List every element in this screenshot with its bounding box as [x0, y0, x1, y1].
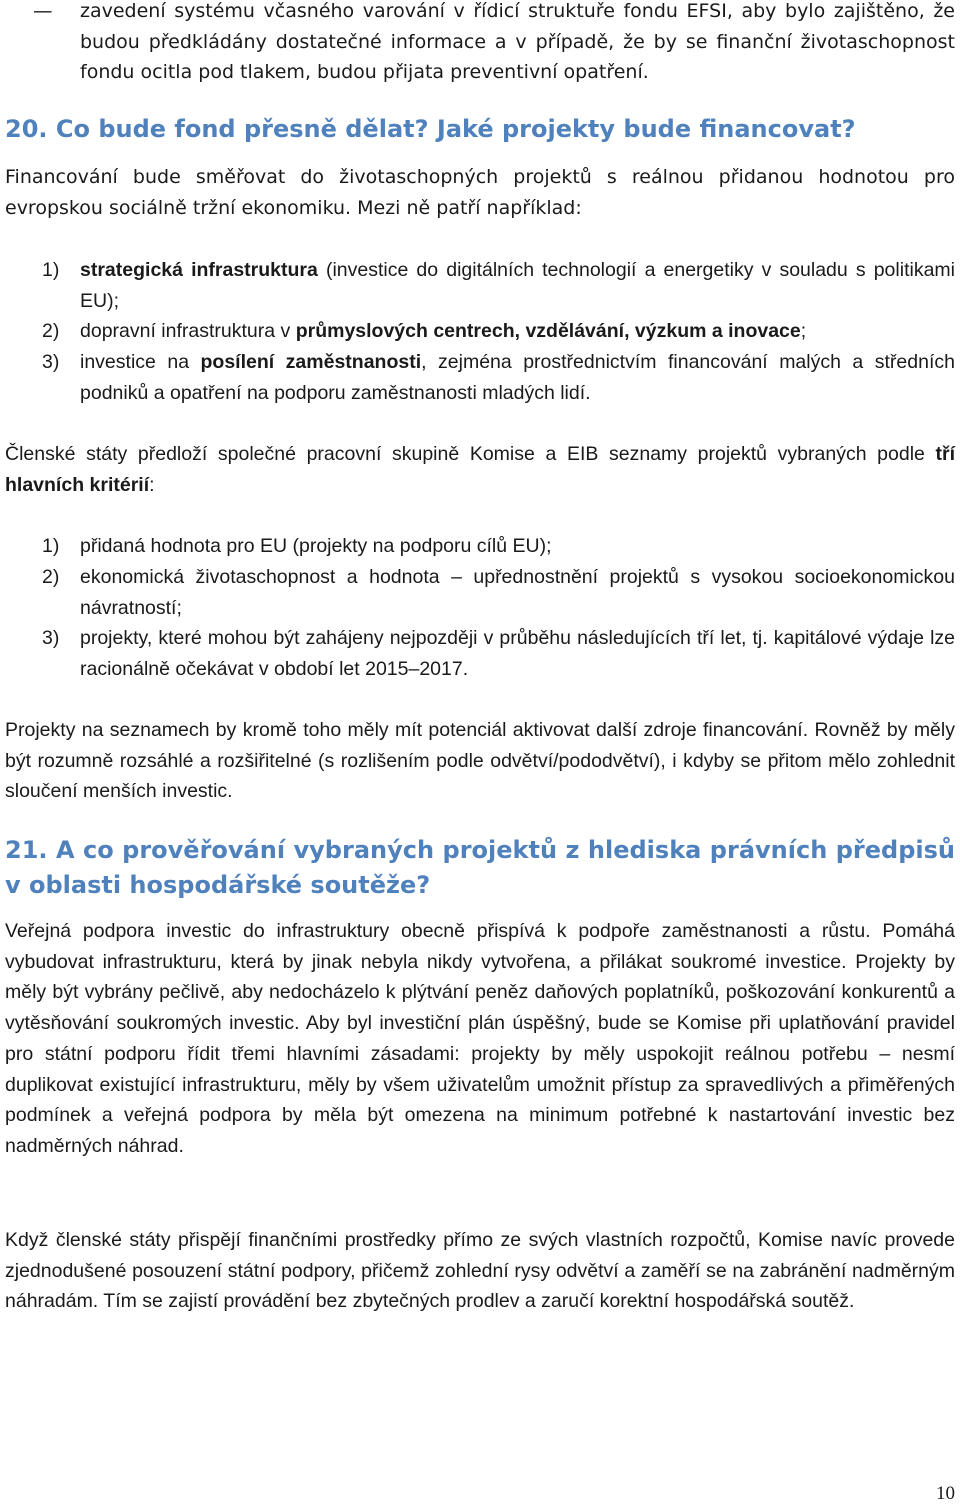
section-20-paragraph-2: Členské státy předloží společné pracovní skupině Komise a EIB seznamy projektů vybraných podle tří hlavních kritérií:	[5, 443, 955, 496]
section-20-paragraph-3: Projekty na seznamech by kromě toho měly mít potenciál aktivovat další zdroje financování. Rovněž by měly být rozumně rozsáhlé a rozšiřitelné (s rozlišením podle odvětví/pododvětví), i kdyby se přitom mělo zohlednit sloučení menších investic.	[5, 719, 955, 803]
section-20-intro-part2: Mezi ně patří například:	[351, 196, 582, 219]
bullet-dash: —	[33, 0, 53, 22]
section-20-intro	[5, 162, 955, 223]
section-21-paragraph-2: Když členské státy přispějí finančními prostředky přímo ze svých vlastních rozpočtů, Komise navíc provede zjednodušené posouzení státní podpory, přičemž zohlední rysy odvětví a zaměří se na zabránění nadměrným náhradám. Tím se zajistí provádění bez zbytečných prodlev a zaručí korektní hospodářská soutěž.	[5, 1229, 955, 1313]
section-21-paragraph-1: Veřejná podpora investic do infrastruktury obecně přispívá k podpoře zaměstnanosti a růstu. Pomáhá vybudovat infrastrukturu, která by jinak nebyla nikdy vytvořena, a přilákat soukromé investice. Projekty by měly být vybrány pečlivě, aby nedocházelo k plýtvání peněz daňových poplatníků, poškozování konkurentů a vytěsňování soukromých investic. Aby byl investiční plán úspěšný, bude se Komise při uplatňování pravidel pro státní podporu řídit třemi hlavními zásadami: projekty by měly uspokojit reálnou potřebu – nesmí duplikovat existující infrastrukturu, měly by všem uživatelům umožnit přístup za spravedlivých a přiměřených podmínek a veřejná podpora by měla být omezena na minimum potřebné k nastartování investic bez nadměrných náhrad.	[5, 920, 955, 1157]
intro-bullet-text: zavedení systému včasného varování v řídicí struktuře fondu EFSI, aby bylo zajištěno, že budou předkládány dostatečné informace a v případě, že by se finanční životaschopnost fondu ocitla pod tlakem, budou přijata preventivní opatření.	[80, 0, 955, 84]
section-20-heading: 20. Co bude fond přesně dělat? Jaké projekty bude financovat?	[5, 115, 856, 143]
page-number: 10	[936, 1483, 955, 1504]
section-21-heading: 21. A co prověřování vybraných projektů z hlediska právních předpisů v oblasti hospodářské soutěže?	[5, 836, 955, 899]
document-page: — zavedení systému včasného varování v řídicí struktuře fondu EFSI, aby bylo zajištěno, že budou předkládány dostatečné informace a v případě, že by se finanční životaschopnost fondu ocitla pod tlakem, budou přijata preventivní opatření. 20. Co bude fond přesně dělat? Jaké projekty bude financovat? Financování bude směřovat do životaschopných projektů s reálnou přidanou hodnotou pro evropskou sociálně tržní ekonomiku. Mezi ně patří například: 1) strategická infrastruktura (investice do digitálních technologií a energetiky v souladu s politikami EU); 2) dopravní infrastruktura v průmyslových centrech, vzdělávání, výzkum a inovace; 3) investice na posílení zaměstnanosti, zejména prostřednictvím financování malých a středních podniků a opatření na podporu zaměstnanosti mladých lidí. Členské státy předloží společné pracovní skupině Komise a EIB seznamy projektů vybraných podle tří hlavních kritérií: 1) přidaná hodnota pro EU (projekty na podporu cílů EU); 2) ekonomická životaschopnost a hodnota – upřednostnění projektů s vysokou socioekonomickou návratností; 3) projekty, které mohou být zahájeny nejpozději v průběhu následujících tří let, tj. kapitálové výdaje lze racionálně očekávat v období let 2015–2017. Projekty na seznamech by kromě toho měly mít potenciál aktivovat další zdroje financování. Rovněž by měly být rozumně rozsáhlé a rozšiřitelné (s rozlišením podle odvětví/pododvětví), i kdyby se přitom mělo zohlednit sloučení menších investic. 21. A co prověřování vybraných projektů z hlediska právních předpisů v oblasti hospodářské soutěže? Veřejná podpora investic do infrastruktury obecně přispívá k podpoře zaměstnanosti a růstu. Pomáhá vybudovat infrastrukturu, která by jinak nebyla nikdy vytvořena, a přilákat soukromé investice. Projekty by měly být vybrány pečlivě, aby nedocházelo k plýtvání peněz daňových poplatníků, poškozování konkurentů a vytěsňování soukromých investic. Aby byl investiční plán úspěšný, bude se Komise při uplatňování pravidel pro státní podporu řídit třemi hlavními zásadami: projekty by měly uspokojit reálnou potřebu – nesmí duplikovat existující infrastrukturu, měly by všem uživatelům umožnit přístup za spravedlivých a přiměřených podmínek a veřejná podpora by měla být omezena na minimum potřebné k nastartování investic bez nadměrných náhrad. Když členské státy přispějí finančními prostředky přímo ze svých vlastních rozpočtů, Komise navíc provede zjednodušené posouzení státní podpory, přičemž zohlední rysy odvětví a zaměří se na zabránění nadměrným náhradám. Tím se zajistí provádění bez zbytečných prodlev a zaručí korektní hospodářská soutěž. 10	[0, 0, 960, 1507]
section-20-intro-part1: Financování bude směřovat do životaschopných projektů s reálnou přidanou hodnotou pro evropskou sociálně tržní ekonomiku.	[5, 166, 955, 219]
